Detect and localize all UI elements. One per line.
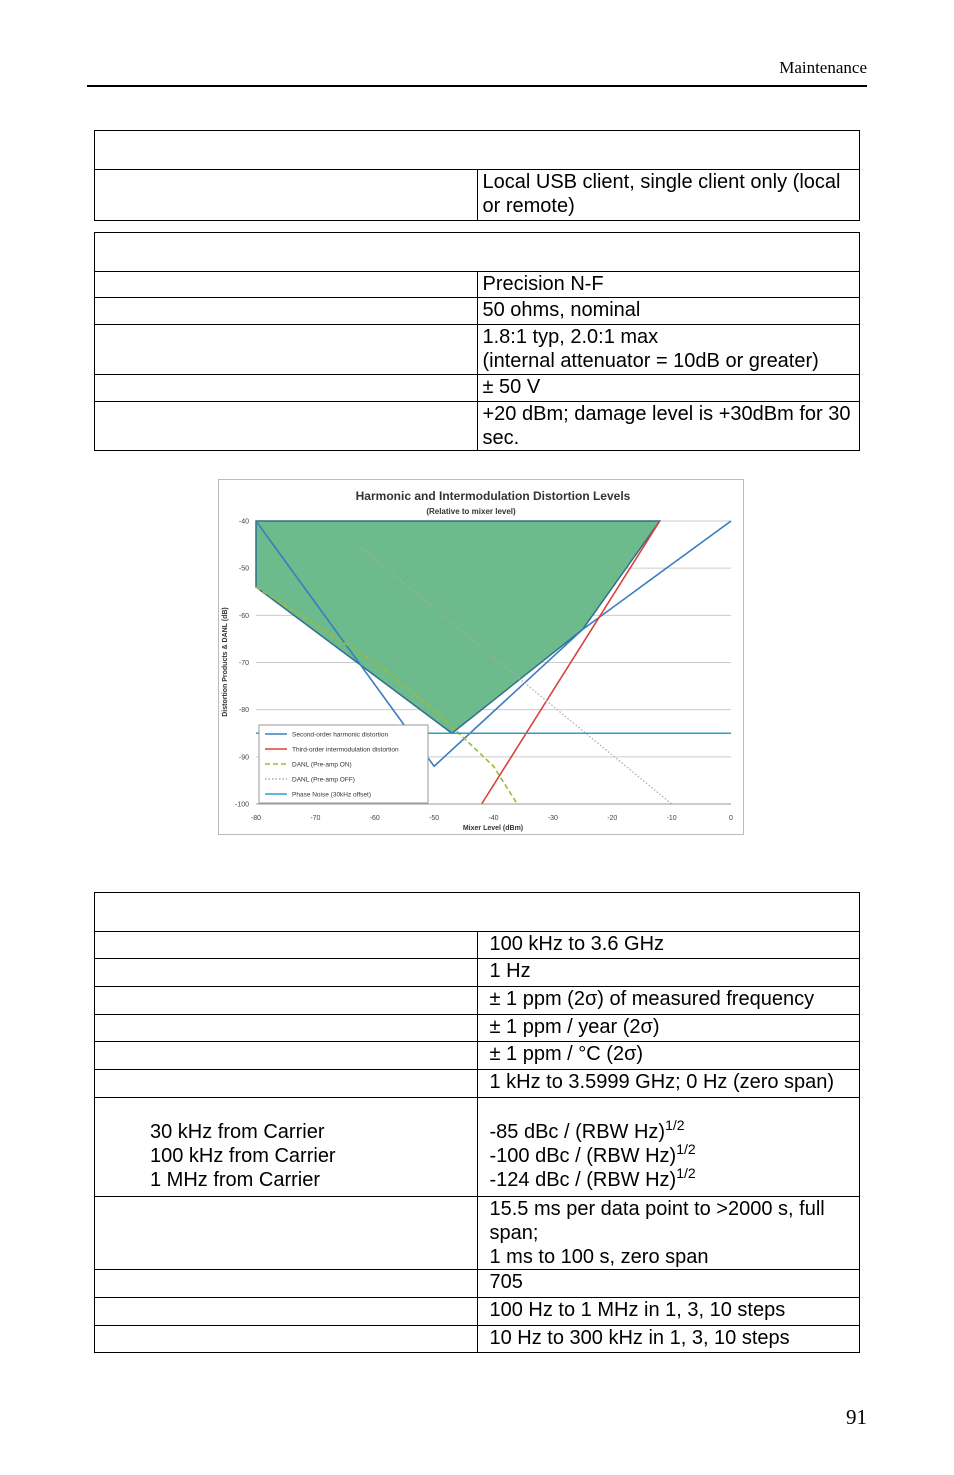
resolution-value: 1 Hz bbox=[477, 959, 860, 987]
x-tick-label: -20 bbox=[607, 815, 618, 822]
phase-noise-value bbox=[489, 1117, 860, 1144]
row-label bbox=[95, 987, 478, 1015]
chart-subtitle: (Relative to mixer level) bbox=[426, 507, 516, 516]
y-axis-label: Distortion Products & DANL (dB) bbox=[222, 607, 229, 717]
table-row bbox=[95, 170, 860, 221]
table-heading-row bbox=[95, 131, 860, 170]
table-heading-row bbox=[95, 233, 860, 272]
x-tick-label: -70 bbox=[310, 815, 321, 822]
row-label bbox=[95, 375, 478, 402]
y-tick-label: -100 bbox=[234, 801, 249, 809]
vswr-value bbox=[477, 325, 860, 375]
exponent: 1/2 bbox=[665, 1117, 685, 1133]
table-row bbox=[95, 298, 860, 325]
sweep-time-value bbox=[477, 1197, 860, 1270]
row-label bbox=[95, 932, 478, 959]
legend-label: DANL (Pre-amp OFF) bbox=[292, 776, 355, 784]
offset-label: 30 kHz from Carrier bbox=[150, 1121, 325, 1143]
y-tick-label: -80 bbox=[238, 707, 249, 715]
legend-label: Third-order intermodulation distortion bbox=[292, 746, 399, 754]
aging-value: ± 1 ppm / year (2σ) bbox=[477, 1015, 860, 1042]
span-value: 1 kHz to 3.5999 GHz; 0 Hz (zero span) bbox=[477, 1070, 860, 1098]
table-row bbox=[95, 1197, 860, 1270]
exponent: 1/2 bbox=[676, 1141, 696, 1157]
table-row bbox=[95, 1015, 860, 1042]
x-tick-label: 0 bbox=[729, 815, 733, 822]
row-label bbox=[95, 1070, 478, 1098]
row-label bbox=[95, 1326, 478, 1353]
x-axis-label: Mixer Level (dBm) bbox=[462, 825, 524, 832]
x-tick-label: -80 bbox=[250, 815, 262, 822]
distortion-chart bbox=[218, 479, 744, 835]
table-row bbox=[95, 1298, 860, 1326]
table-row bbox=[95, 1326, 860, 1353]
connector-value: Precision N-F bbox=[477, 272, 860, 298]
exponent: 1/2 bbox=[676, 1165, 696, 1181]
row-label bbox=[95, 170, 478, 221]
temperature-stability-value: ± 1 ppm / °C (2σ) bbox=[477, 1042, 860, 1070]
vswr-line-1: 1.8:1 typ, 2.0:1 max bbox=[482, 326, 659, 348]
table-row bbox=[95, 959, 860, 987]
table-row bbox=[95, 325, 860, 375]
phase-noise-values bbox=[477, 1098, 860, 1197]
table-row bbox=[95, 1270, 860, 1298]
row-label bbox=[95, 298, 478, 325]
y-tick-label: -40 bbox=[238, 518, 249, 526]
table-row bbox=[95, 1042, 860, 1070]
y-tick-label: -70 bbox=[238, 660, 249, 667]
offset-label: 1 MHz from Carrier bbox=[150, 1169, 321, 1191]
x-tick-label: -40 bbox=[488, 815, 499, 822]
y-tick-label: -90 bbox=[238, 754, 249, 762]
legend-label: DANL (Pre-amp ON) bbox=[292, 761, 352, 769]
table-row bbox=[95, 1098, 860, 1197]
vswr-line-2: (internal attenuator = 10dB or greater) bbox=[482, 350, 819, 372]
points-value: 705 bbox=[477, 1270, 860, 1298]
row-label bbox=[95, 1042, 478, 1070]
rbw-value: 100 Hz to 1 MHz in 1, 3, 10 steps bbox=[477, 1298, 860, 1326]
row-label bbox=[95, 1197, 478, 1270]
spec-table-3 bbox=[94, 892, 860, 1353]
table-row bbox=[95, 987, 860, 1015]
x-tick-label: -10 bbox=[666, 815, 677, 822]
dc-voltage-value: ± 50 V bbox=[477, 375, 860, 402]
phase-noise-text: -100 dBc / (RBW Hz) bbox=[489, 1145, 677, 1167]
legend-label: Second-order harmonic distortion bbox=[292, 731, 389, 739]
legend-label: Phase Noise (30kHz offset) bbox=[292, 791, 371, 799]
phase-noise-value bbox=[489, 1141, 860, 1168]
row-label bbox=[95, 402, 478, 451]
running-header: Maintenance bbox=[779, 58, 867, 77]
chart-legend bbox=[259, 725, 428, 803]
table-heading-row bbox=[95, 893, 860, 932]
frequency-range-value: 100 kHz to 3.6 GHz bbox=[477, 932, 860, 959]
y-tick-label: -50 bbox=[238, 565, 249, 573]
spec-table-2 bbox=[94, 232, 860, 451]
max-input-value: +20 dBm; damage level is +30dBm for 30 sec. bbox=[477, 402, 860, 451]
page-number: 91 bbox=[846, 1405, 867, 1429]
accuracy-value: ± 1 ppm (2σ) of measured frequency bbox=[477, 987, 860, 1015]
chart-title: Harmonic and Intermodulation Distortion Levels bbox=[355, 489, 631, 503]
sweep-line-1: 15.5 ms per data point to >2000 s, full span; bbox=[489, 1198, 825, 1244]
y-tick-label: -60 bbox=[238, 612, 249, 620]
table-row bbox=[95, 272, 860, 298]
table-row bbox=[95, 375, 860, 402]
phase-noise-text: -124 dBc / (RBW Hz) bbox=[489, 1169, 677, 1191]
vbw-value: 10 Hz to 300 kHz in 1, 3, 10 steps bbox=[477, 1326, 860, 1353]
row-label bbox=[95, 1015, 478, 1042]
sweep-line-2: 1 ms to 100 s, zero span bbox=[489, 1246, 709, 1268]
row-label bbox=[95, 959, 478, 987]
row-label bbox=[95, 272, 478, 298]
header-rule bbox=[87, 85, 867, 87]
row-label bbox=[95, 1270, 478, 1298]
table-row bbox=[95, 1070, 860, 1098]
offset-label: 100 kHz from Carrier bbox=[150, 1145, 336, 1167]
table-row bbox=[95, 932, 860, 959]
phase-noise-value bbox=[489, 1165, 860, 1192]
table-row bbox=[95, 402, 860, 451]
x-tick-label: -60 bbox=[369, 815, 380, 822]
phase-noise-text: -85 dBc / (RBW Hz) bbox=[489, 1121, 666, 1143]
phase-noise-labels bbox=[95, 1098, 478, 1197]
row-label bbox=[95, 1298, 478, 1326]
row-label bbox=[95, 325, 478, 375]
spec-table-1 bbox=[94, 130, 860, 221]
x-tick-label: -30 bbox=[547, 815, 558, 822]
x-tick-label: -50 bbox=[429, 815, 440, 822]
row-value: Local USB client, single client only (local or remote) bbox=[477, 170, 860, 221]
impedance-value: 50 ohms, nominal bbox=[477, 298, 860, 325]
